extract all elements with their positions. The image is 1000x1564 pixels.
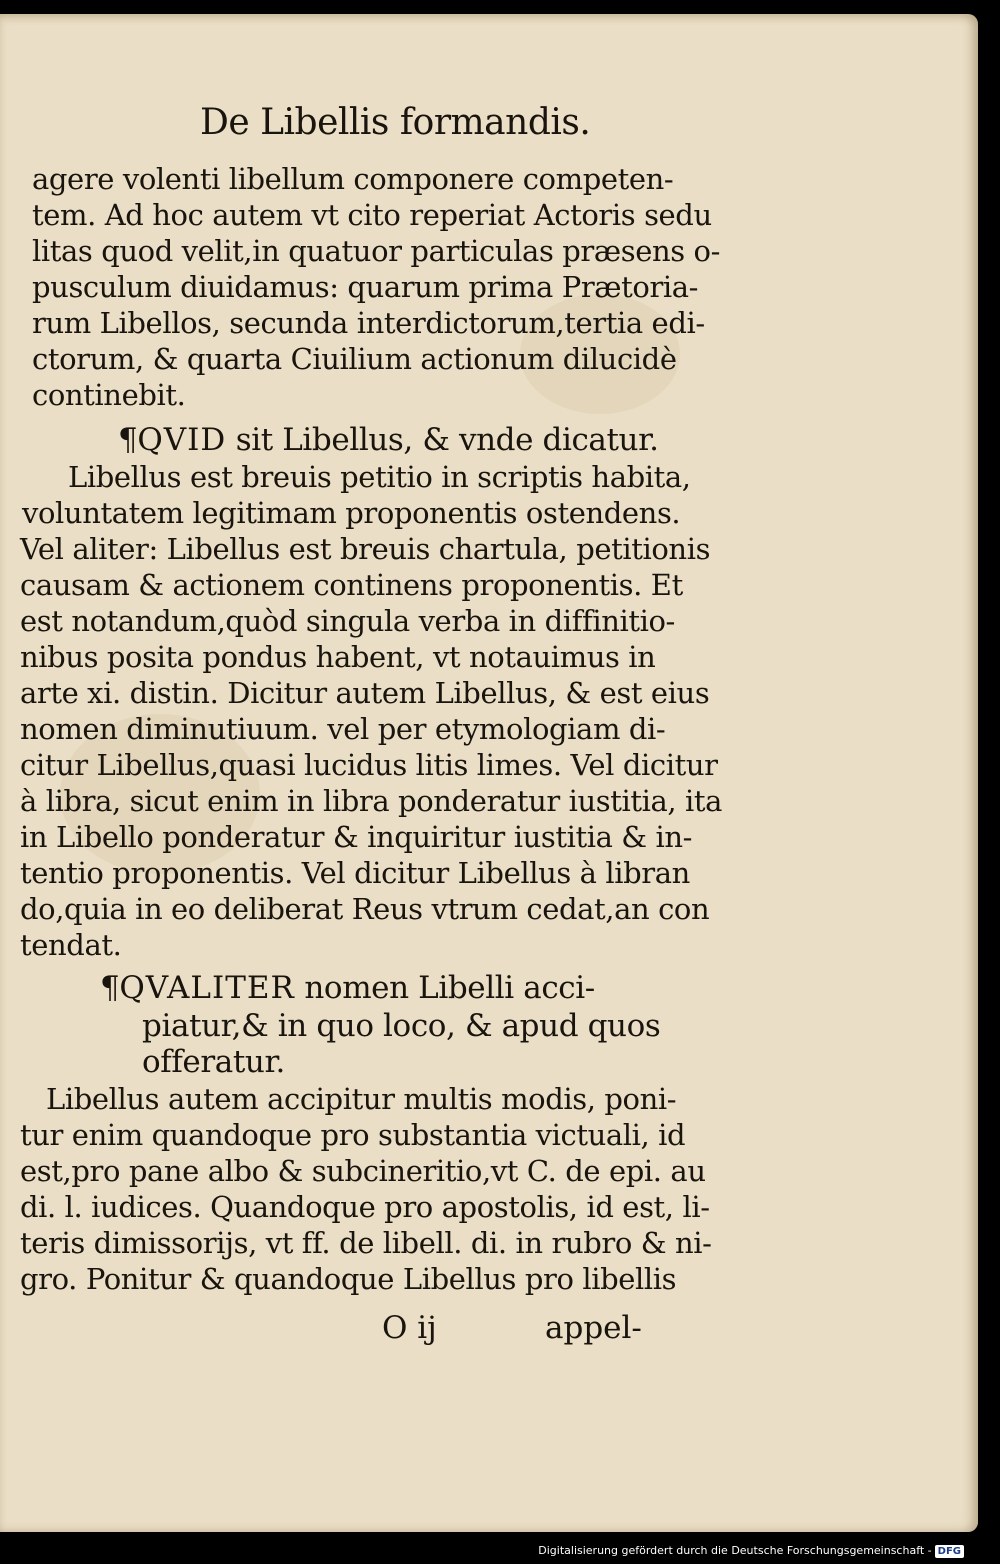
text-line: tendat. (20, 928, 122, 962)
dfg-logo: DFG (935, 1545, 964, 1558)
text-line: litas quod velit,in quatuor particulas præsens o- (32, 234, 721, 268)
heading-text: piatur,& in quo loco, & apud quos (142, 1008, 661, 1044)
text-line: gro. Ponitur & quandoque Libellus pro libellis (20, 1262, 677, 1296)
text-line: est notandum,quòd singula verba in diffinitio- (20, 604, 675, 638)
text-line: est,pro pane albo & subcineritio,vt C. de epi. au (20, 1154, 706, 1188)
text-line: nibus posita pondus habent, vt notauimus in (20, 640, 656, 674)
text-line: do,quia in eo deliberat Reus vtrum cedat,an con (20, 892, 710, 926)
text-line: Libellus est breuis petitio in scriptis habita, (68, 460, 691, 494)
credit-text: Digitalisierung gefördert durch die Deutsche Forschungsgemeinschaft - (538, 1544, 932, 1557)
heading-text: sit Libellus, & vnde dicatur. (226, 422, 659, 458)
signature-mark: O ij (382, 1310, 437, 1346)
text-line: teris dimissorijs, vt ff. de libell. di. in rubro & ni- (20, 1226, 712, 1260)
text-line: Libellus autem accipitur multis modis, poni- (46, 1082, 677, 1116)
page-footer (0, 1310, 978, 1360)
pilcrow-icon: ¶ (118, 422, 138, 458)
text-line: continebit. (32, 378, 186, 412)
heading-caps: QVALITER (119, 970, 295, 1006)
text-line: tur enim quandoque pro substantia victuali, id (20, 1118, 686, 1152)
text-line: agere volenti libellum componere competen- (32, 162, 674, 196)
text-line: tentio proponentis. Vel dicitur Libellus à libran (20, 856, 690, 890)
text-line: rum Libellos, secunda interdictorum,tertia edi- (32, 306, 705, 340)
text-line: à libra, sicut enim in libra ponderatur iustitia, ita (20, 784, 723, 818)
running-head: De Libellis formandis. (200, 102, 591, 143)
text-line: ctorum, & quarta Ciuilium actionum dilucidè (32, 342, 677, 376)
text-line: tem. Ad hoc autem vt cito reperiat Actoris sedu (32, 198, 712, 232)
text-line: Vel aliter: Libellus est breuis chartula, petitionis (20, 532, 711, 566)
text-line: arte xi. distin. Dicitur autem Libellus, & est eius (20, 676, 710, 710)
text-line: di. l. iudices. Quandoque pro apostolis, id est, li- (20, 1190, 710, 1224)
text-line: nomen diminutiuum. vel per etymologiam di- (20, 712, 666, 746)
text-line: voluntatem legitimam proponentis ostendens. (22, 496, 681, 530)
section-heading (118, 422, 659, 458)
digitization-credit (538, 1544, 964, 1558)
page-content (0, 14, 978, 1532)
book-page (0, 14, 978, 1532)
heading-text: nomen Libelli acci- (294, 970, 595, 1006)
section-heading (100, 970, 595, 1006)
text-line: citur Libellus,quasi lucidus litis limes. Vel dicitur (20, 748, 718, 782)
pilcrow-icon: ¶ (100, 970, 120, 1006)
text-line: causam & actionem continens proponentis. Et (20, 568, 683, 602)
heading-caps: QVID (137, 422, 227, 458)
catchword: appel- (545, 1310, 642, 1346)
heading-text: offeratur. (142, 1044, 285, 1080)
text-line: pusculum diuidamus: quarum prima Prætoria- (32, 270, 699, 304)
text-line: in Libello ponderatur & inquiritur iustitia & in- (20, 820, 693, 854)
